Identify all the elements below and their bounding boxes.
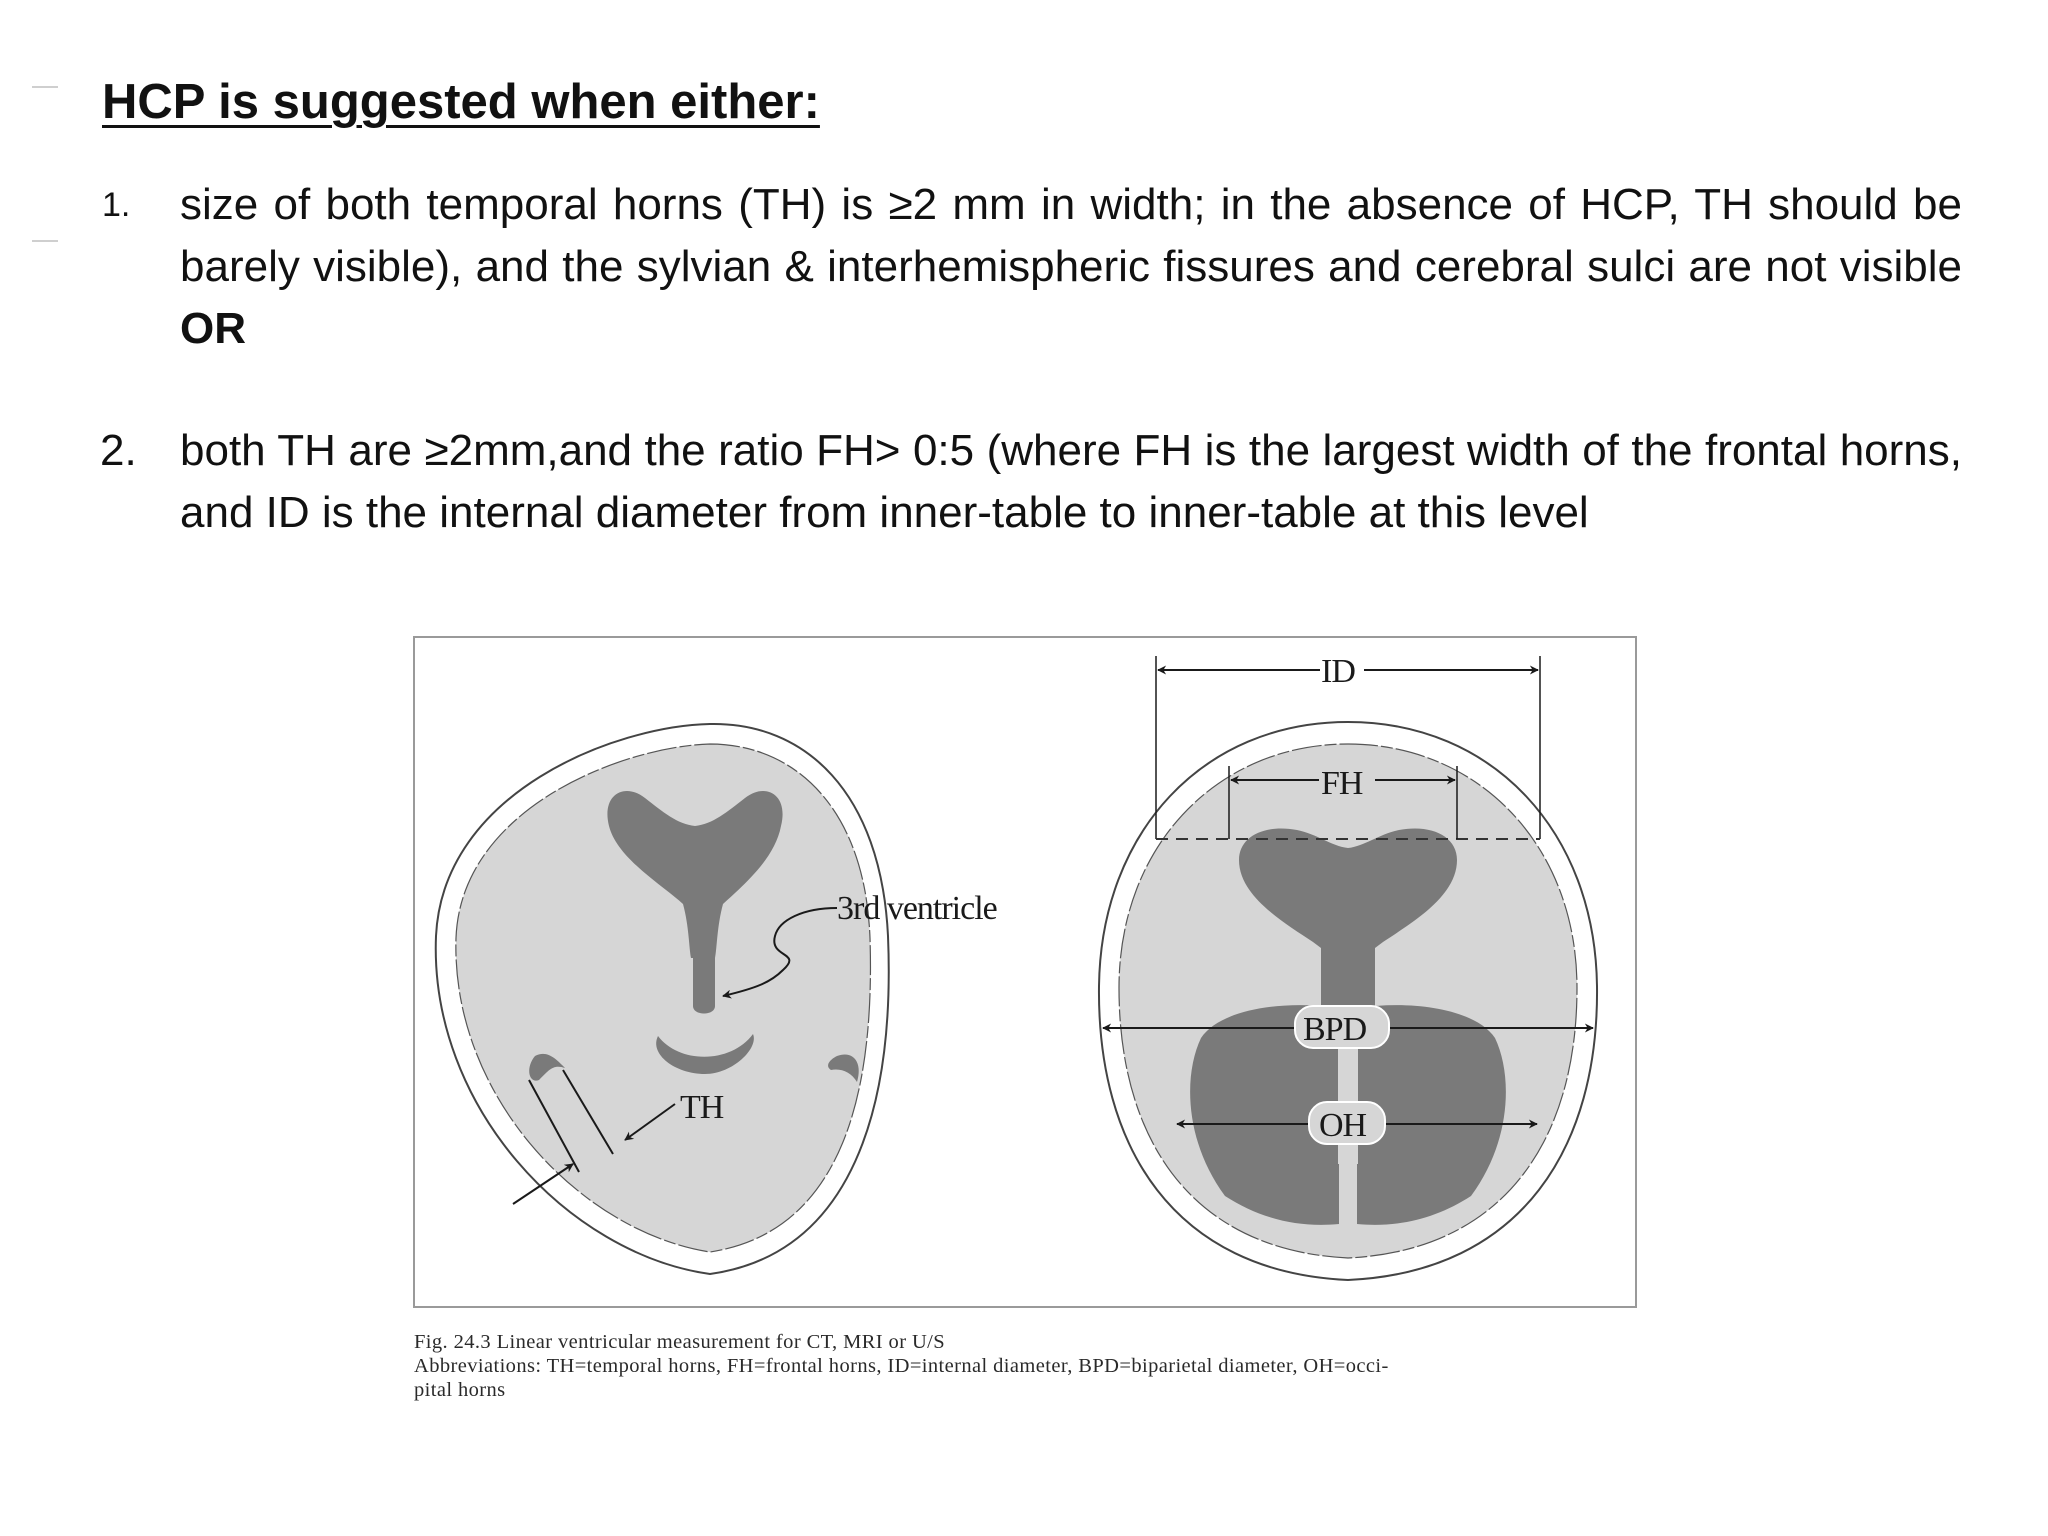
- caption-line: Fig. 24.3 Linear ventricular measurement for CT, MRI or U/S: [414, 1331, 946, 1353]
- criterion-number: 2.: [100, 426, 137, 475]
- fh-label: FH: [1321, 765, 1363, 802]
- figure-caption: [414, 1330, 1644, 1402]
- caption-line: Abbreviations: TH=temporal horns, FH=frontal horns, ID=internal diameter, BPD=biparietal diameter, OH=occi-: [414, 1355, 1389, 1377]
- bpd-label: BPD: [1303, 1011, 1367, 1048]
- caption-line: pital horns: [414, 1379, 506, 1401]
- third-ventricle-label: 3rd ventricle: [837, 890, 997, 927]
- criterion-1: [102, 174, 1962, 360]
- slide-edge-mark: [32, 86, 58, 88]
- left-third-ventricle: [693, 954, 715, 1014]
- criterion-2: [100, 420, 1962, 544]
- criterion-text: both TH are ≥2mm,and the ratio FH> 0:5 (where FH is the largest width of the frontal horns, and ID is the internal diameter from inner-table to inner-table at this level: [180, 426, 1962, 537]
- page-title: HCP is suggested when either:: [102, 75, 820, 129]
- criterion-text: size of both temporal horns (TH) is ≥2 mm in width; in the absence of HCP, TH should be barely visible), and the sylvian & interhemispheric fissures and cerebral sulci are not visible: [180, 180, 1962, 291]
- criterion-number: 1.: [102, 186, 131, 224]
- oh-label: OH: [1319, 1107, 1367, 1144]
- ventricle-measurement-figure: [413, 636, 1638, 1310]
- criterion-emphasis: OR: [180, 304, 246, 353]
- th-label: TH: [680, 1089, 724, 1126]
- slide-edge-mark: [32, 240, 58, 242]
- id-label: ID: [1321, 653, 1355, 690]
